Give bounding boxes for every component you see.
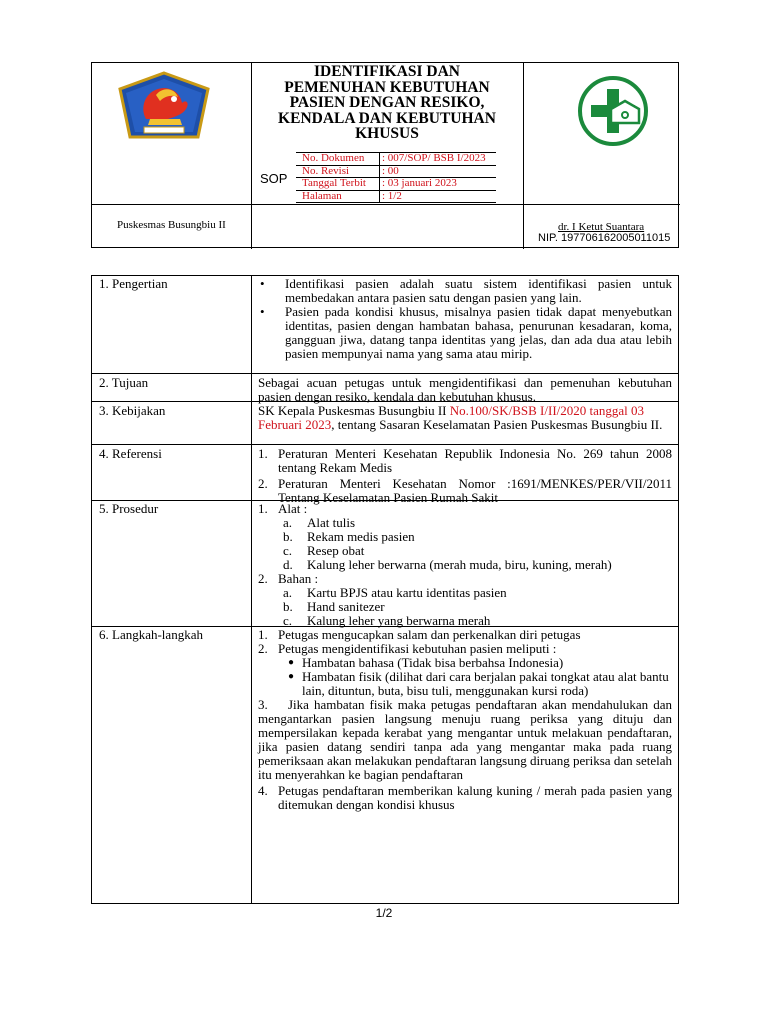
list-item: 1. Alat : — [258, 501, 308, 516]
signer-name: dr. I Ketut Suantara — [558, 221, 645, 233]
document-title: IDENTIFIKASI DAN PEMENUHAN KEBUTUHAN PASIEN DENGAN RESIKO, KENDALA DAN KEBUTUHAN KHUSUS — [278, 63, 496, 142]
doc-row: No. Revisi : 00 — [296, 166, 496, 179]
list-item: b. Rekam medis pasien — [283, 529, 415, 544]
section-label-tujuan: 2. Tujuan — [99, 375, 149, 390]
list-item: a. Alat tulis — [283, 515, 356, 530]
prosedur-content — [258, 502, 672, 628]
bullet-icon: ● — [288, 671, 295, 682]
list-item: 2. Bahan : — [258, 571, 319, 586]
page-number: 1/2 — [375, 906, 393, 920]
section-label-prosedur: 5. Prosedur — [99, 501, 159, 516]
bullet-icon: • — [260, 276, 265, 291]
tujuan-content: Sebagai acuan petugas untuk mengidentifikasi dan pemenuhan kebutuhan pasien dengan resiko, kendala dan kebutuhan khusus. — [258, 375, 672, 404]
list-item: 1. Petugas mengucapkan salam dan perkenalkan diri petugas — [258, 627, 581, 642]
list-item: 3. Jika hambatan fisik maka petugas pendaftaran akan mendahulukan dan mengantarkan pasien langsung menuju ruang periksa yang dituju dan mempersilakan kepada kerabat yang mengantar untuk melakuan pendaftaran, jika pasien datang sendiri tanpa ada yang mengantar maka pada ruang pemeriksaan akan melakukan pendaftaran langsung diruang periksa dan setelah itu menyerahkan ke bagian pendaftaran — [258, 697, 672, 782]
doc-row: Tanggal Terbit : 03 januari 2023 — [296, 178, 496, 191]
list-item: ● Hambatan fisik (dilihat dari cara berjalan pakai tongkat atau alat bantu lain, dituntun, buta, bisu tuli, menggunakan kursi roda) — [288, 669, 669, 698]
sop-header-box — [91, 62, 679, 248]
sop-label: SOP — [260, 171, 288, 186]
list-item: c. Resep obat — [283, 543, 365, 558]
document-info-table — [296, 152, 496, 203]
list-item: d. Kalung leher berwarna (merah muda, biru, kuning, merah) — [283, 557, 612, 572]
regency-seal-logo — [116, 69, 212, 145]
bullet-icon: ● — [288, 657, 295, 668]
list-item: • Identifikasi pasien adalah suatu sistem identifikasi pasien untuk membedakan antara pasien satu dengan pasien yang lain. — [260, 276, 672, 305]
kebijakan-content: SK Kepala Puskesmas Busungbiu II No.100/SK/BSB I/II/2020 tanggal 03 Februari 2023, tentang Sasaran Keselamatan Pasien Puskesmas Busungbiu II. — [258, 403, 663, 432]
list-item: 1. Peraturan Menteri Kesehatan Republik Indonesia No. 269 tahun 2008 tentang Rekam Medis — [258, 446, 672, 475]
doc-row: Halaman : 1/2 — [296, 191, 496, 204]
langkah-content — [258, 628, 672, 812]
list-item: 2. Petugas mengidentifikasi kebutuhan pasien meliputi : — [258, 641, 557, 656]
sop-content-table — [91, 275, 679, 904]
signer-nip: NIP. 197706162005011015 — [538, 232, 671, 244]
list-item: b. Hand sanitezer — [283, 599, 385, 614]
list-item: • Pasien pada kondisi khusus, misalnya pasien tidak dapat menyebutkan identitas, pasien dengan hambatan bahasa, penurunan kesadaran, koma, gangguan jiwa, datang tanpa identitas yang jelas, dan ada dua atau lebih pasien mempunyai nama yang sama atau mirip. — [260, 304, 672, 361]
bullet-icon: • — [260, 304, 265, 319]
list-item: ● Hambatan bahasa (Tidak bisa berbahsa Indonesia) — [288, 655, 564, 670]
pengertian-content — [258, 277, 672, 361]
referensi-content — [258, 447, 672, 505]
list-item: c. Kalung leher yang berwarna merah — [283, 613, 491, 628]
list-item: 2. Peraturan Menteri Kesehatan Nomor :1691/MENKES/PER/VII/2011 Tentang Keselamatan Pasien Rumah Sakit — [258, 476, 672, 505]
organization-name: Puskesmas Busungbiu II — [117, 219, 226, 231]
section-label-referensi: 4. Referensi — [99, 446, 162, 461]
section-label-pengertian: 1. Pengertian — [99, 276, 168, 291]
doc-row: No. Dokumen : 007/SOP/ BSB I/2023 — [296, 152, 496, 166]
section-label-kebijakan: 3. Kebijakan — [99, 403, 166, 418]
list-item: 4. Petugas pendaftaran memberikan kalung kuning / merah pada pasien yang ditemukan dengan kondisi khusus — [258, 783, 672, 812]
health-ministry-logo — [577, 75, 649, 147]
list-item: a. Kartu BPJS atau kartu identitas pasien — [283, 585, 507, 600]
section-label-langkah: 6. Langkah-langkah — [99, 627, 203, 642]
